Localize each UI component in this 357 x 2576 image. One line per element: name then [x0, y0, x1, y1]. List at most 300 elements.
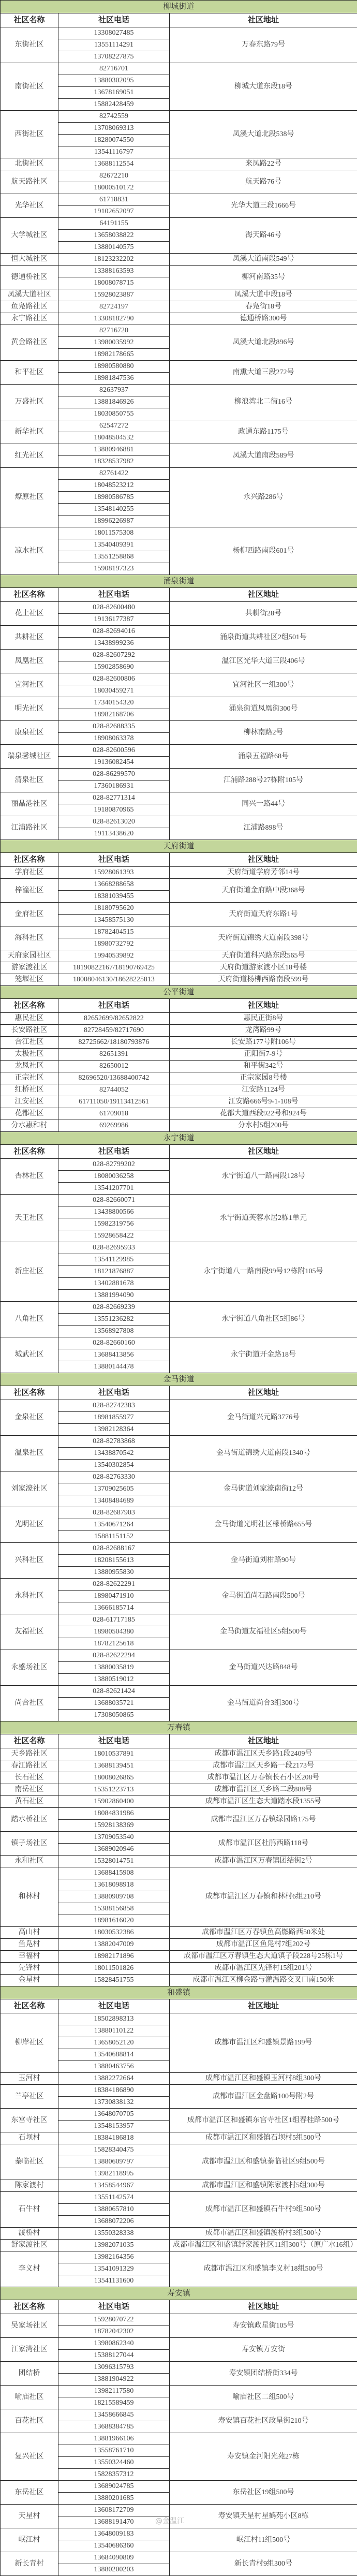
table-row — [1, 1108, 357, 1120]
table-row — [1, 111, 357, 123]
community-name: 陈家渡村 — [1, 2180, 58, 2192]
community-phone: 19113438620 — [58, 828, 170, 840]
community-name: 李义村 — [1, 2251, 58, 2287]
community-phone: 82716701 — [58, 63, 170, 75]
section-title-row — [1, 1986, 357, 1999]
header-name: 社区名称 — [1, 2300, 58, 2314]
community-name: 石坝村 — [1, 2132, 58, 2144]
community-phone: 18982168706 — [58, 709, 170, 721]
community-phone: 13551236282 — [58, 1314, 170, 1326]
community-name: 新庄社区 — [1, 1242, 58, 1302]
community-phone: 13540409391 — [58, 539, 170, 551]
community-phone: 13880035819 — [58, 1662, 170, 1674]
community-address: 岷江村11组500号 — [170, 2528, 357, 2552]
community-phone: 82725662/18180793876 — [58, 1037, 170, 1049]
community-name: 凤凰社区 — [1, 650, 58, 673]
table-row — [1, 2085, 357, 2097]
community-address: 成都市温江区万春镇鱼高燃路西50米处 — [170, 1927, 357, 1939]
community-phone: 13982128364 — [58, 1424, 170, 1436]
community-name: 玉河村 — [1, 2073, 58, 2085]
community-phone: 13709025605 — [58, 1483, 170, 1495]
community-address: 江浦路288号27栋附105号 — [170, 769, 357, 792]
table-row — [1, 1120, 357, 1132]
community-name: 八角社区 — [1, 1302, 58, 1337]
community-name: 天府家园社区 — [1, 950, 58, 962]
table-row — [1, 158, 357, 170]
community-address: 柳浪湾北二街16号 — [170, 385, 357, 420]
community-name: 光明社区 — [1, 1507, 58, 1543]
community-address: 江安路666号9-1-108号 — [170, 1096, 357, 1108]
community-name: 龙凤社区 — [1, 1061, 58, 1072]
community-name: 笼堰社区 — [1, 974, 58, 986]
community-name: 恒大城社区 — [1, 254, 58, 266]
community-phone: 13689020946 — [58, 1844, 170, 1856]
community-name: 德通桥社区 — [1, 266, 58, 289]
community-address: 正阳街7-9号 — [170, 1049, 357, 1061]
section-title: 金马街道 — [1, 1373, 357, 1386]
community-phone: 13880909708 — [58, 1891, 170, 1903]
community-name: 太极社区 — [1, 1049, 58, 1061]
header-address: 社区地址 — [170, 1734, 357, 1748]
community-phone: 13709053540 — [58, 1832, 170, 1844]
table-row — [1, 1939, 357, 1951]
table-row — [1, 1867, 357, 1879]
community-phone: 18908063378 — [58, 733, 170, 745]
section-title-row — [1, 1721, 357, 1734]
community-address: 杨柳西路南段601号 — [170, 527, 357, 575]
community-phone: 61711050/19113412561 — [58, 1096, 170, 1108]
community-address: 成都市温江区和盛镇蓁临社区9组500号 — [170, 2144, 357, 2180]
table-row — [1, 1686, 357, 1698]
community-name: 江家湾社区 — [1, 2338, 58, 2362]
table-row — [1, 2552, 357, 2564]
section-title: 寿安镇 — [1, 2287, 357, 2300]
community-phone: 18980504380 — [58, 1626, 170, 1638]
community-phone: 13551142574 — [58, 2192, 170, 2204]
community-name: 丽晶港社区 — [1, 792, 58, 816]
header-address: 社区地址 — [170, 1145, 357, 1159]
community-phone: 62547272 — [58, 420, 170, 432]
table-row — [1, 527, 357, 539]
community-phone: 17360186931 — [58, 781, 170, 792]
community-phone: 13668288658 — [58, 879, 170, 891]
header-phone: 社区电话 — [58, 853, 170, 867]
community-address: 正宗家园8号楼 — [170, 1072, 357, 1084]
community-phone: 15828340475 — [58, 2144, 170, 2156]
community-address: 天府街道科兴路东段565号 — [170, 950, 357, 962]
community-phone: 028-82660160 — [58, 1337, 170, 1349]
community-address: 成都市温江区和盛镇石牛村9组500号 — [170, 2192, 357, 2228]
community-address: 光华大道三段1666号 — [170, 194, 357, 218]
community-phone: 13688384785 — [58, 2421, 170, 2433]
community-phone: 18502898313 — [58, 2013, 170, 2025]
table-row — [1, 2338, 357, 2350]
community-address: 成都市温江区金盘路100号附2号 — [170, 2085, 357, 2109]
community-address: 成都市温江区杜鹃西路118号 — [170, 1832, 357, 1856]
community-address: 凤溪大道中段18号 — [170, 289, 357, 301]
column-header-row — [1, 1999, 357, 2013]
community-name: 城武社区 — [1, 1337, 58, 1373]
community-phone: 15828357312 — [58, 2469, 170, 2481]
community-phone: 13541129985 — [58, 1254, 170, 1266]
community-phone: 13982071035 — [58, 2240, 170, 2251]
table-row — [1, 2409, 357, 2421]
community-phone: 18011501826 — [58, 1963, 170, 1975]
community-name: 共耕社区 — [1, 626, 58, 650]
community-phone: 18381039455 — [58, 891, 170, 903]
community-address: 成都市温江区鱼凫村7组202号 — [170, 1939, 357, 1951]
community-name: 高山村 — [1, 1927, 58, 1939]
community-phone: 13880302095 — [58, 75, 170, 87]
community-name: 金泉社区 — [1, 1400, 58, 1436]
table-row — [1, 2109, 357, 2121]
community-address: 涌泉五福路68号 — [170, 745, 357, 769]
community-address: 金马街道尚石路南段500号 — [170, 1579, 357, 1614]
community-name: 北街社区 — [1, 158, 58, 170]
table-row — [1, 2528, 357, 2540]
table-row — [1, 602, 357, 614]
community-phone: 13548140255 — [58, 504, 170, 516]
header-name: 社区名称 — [1, 853, 58, 867]
community-name: 游家渡社区 — [1, 962, 58, 974]
community-name: 黄金路社区 — [1, 325, 58, 361]
community-name: 梓潼社区 — [1, 879, 58, 903]
community-name: 金星村 — [1, 1975, 58, 1986]
community-phone: 13880657810 — [58, 2204, 170, 2216]
community-address: 天府街道天府东路1号 — [170, 903, 357, 926]
table-row — [1, 1772, 357, 1784]
table-row — [1, 1302, 357, 1314]
header-address: 社区地址 — [170, 853, 357, 867]
community-name: 长安路社区 — [1, 1025, 58, 1037]
community-phone: 19136082454 — [58, 757, 170, 769]
section-title: 天府街道 — [1, 840, 357, 853]
community-phone: 82744052 — [58, 1084, 170, 1096]
community-address: 天府街道学府芳邻14号 — [170, 867, 357, 879]
community-phone: 18008078715 — [58, 277, 170, 289]
community-name: 杏林社区 — [1, 1159, 58, 1195]
header-address: 社区地址 — [170, 999, 357, 1013]
community-name: 柳岸社区 — [1, 2013, 58, 2073]
community-address: 涌泉街道凤凰街300号 — [170, 697, 357, 721]
community-phone: 13550328338 — [58, 2228, 170, 2240]
community-address: 万春东路79号 — [170, 27, 357, 63]
community-phone: 13540688814 — [58, 2049, 170, 2061]
community-phone: 61709018 — [58, 1108, 170, 1120]
community-phone: 028-82621424 — [58, 1686, 170, 1698]
table-row — [1, 721, 357, 733]
table-row — [1, 903, 357, 915]
table-row — [1, 697, 357, 709]
community-phone: 13438870542 — [58, 1448, 170, 1460]
community-address: 柳城大道东段18号 — [170, 63, 357, 111]
community-phone: 17308050865 — [58, 1710, 170, 1721]
table-row — [1, 2228, 357, 2240]
community-phone: 18190822167/18190769425 — [58, 962, 170, 974]
community-address: 南熏大道三段272号 — [170, 361, 357, 385]
community-phone: 18030459271 — [58, 685, 170, 697]
community-name: 花都社区 — [1, 1108, 58, 1120]
community-address: 成都市温江区万春镇绿园路175号 — [170, 1808, 357, 1832]
community-address: 新长青村9组300号 — [170, 2552, 357, 2576]
community-phone: 15881151152 — [58, 1531, 170, 1543]
community-phone: 028-82771314 — [58, 792, 170, 804]
community-phone: 18080036258 — [58, 1171, 170, 1183]
table-row — [1, 2505, 357, 2516]
community-phone: 13882272664 — [58, 2073, 170, 2085]
table-row — [1, 962, 357, 974]
table-row — [1, 1084, 357, 1096]
community-phone: 18030532386 — [58, 1927, 170, 1939]
community-address: 共耕街28号 — [170, 602, 357, 626]
community-name: 和平社区 — [1, 361, 58, 385]
community-phone: 028-82600480 — [58, 602, 170, 614]
community-phone: 13666185714 — [58, 1602, 170, 1614]
community-address: 温江区光华大道三段406号 — [170, 650, 357, 673]
community-name: 大学城社区 — [1, 218, 58, 254]
table-row — [1, 2362, 357, 2374]
community-phone: 028-82695933 — [58, 1242, 170, 1254]
community-phone: 13708227875 — [58, 51, 170, 63]
table-row — [1, 194, 357, 206]
community-phone: 028-82607292 — [58, 650, 170, 661]
community-name: 凤溪大道社区 — [1, 289, 58, 301]
community-address: 天府街道金府路中段368号 — [170, 879, 357, 903]
community-name: 蓁临社区 — [1, 2144, 58, 2180]
community-name: 鱼凫路社区 — [1, 301, 58, 313]
community-address: 天府街道杨柳西路南段599号 — [170, 974, 357, 986]
community-address: 寿安镇天星村星鹤苑小区8栋 — [170, 2505, 357, 2528]
community-phone: 13880946881 — [58, 444, 170, 456]
header-phone: 社区电话 — [58, 1145, 170, 1159]
header-name: 社区名称 — [1, 13, 58, 27]
community-phone: 18030850755 — [58, 408, 170, 420]
community-phone: 13541131600 — [58, 2275, 170, 2287]
community-address: 同兴一路44号 — [170, 792, 357, 816]
table-row — [1, 1195, 357, 1206]
table-row — [1, 289, 357, 301]
community-name: 东岳社区 — [1, 2481, 58, 2505]
section-title-row — [1, 1, 357, 13]
community-name: 温泉社区 — [1, 1436, 58, 1471]
community-phone: 18384186890 — [58, 2085, 170, 2097]
table-row — [1, 1975, 357, 1986]
community-address: 成都市温江区万春镇生态大道镇子段228号25栋1号 — [170, 1951, 357, 1963]
community-address: 成都市温江区生态大道踏水段1355号 — [170, 1796, 357, 1808]
table-row — [1, 926, 357, 938]
community-name: 和林村 — [1, 1867, 58, 1927]
table-row — [1, 2481, 357, 2493]
community-name: 万盛社区 — [1, 385, 58, 420]
community-address: 东岳社区19组500号 — [170, 2481, 357, 2505]
table-row — [1, 1061, 357, 1072]
community-phone: 17340154320 — [58, 697, 170, 709]
community-address: 成都市温江区和盛镇景路199号 — [170, 2013, 357, 2073]
community-address: 和平街342号 — [170, 1061, 357, 1072]
header-phone: 社区电话 — [58, 999, 170, 1013]
community-address: 金马街道光明社区檬桥路655号 — [170, 1507, 357, 1543]
header-phone: 社区电话 — [58, 588, 170, 602]
community-name: 南岳社区 — [1, 1784, 58, 1796]
community-address: 来凤路22号 — [170, 158, 357, 170]
table-row — [1, 1951, 357, 1963]
community-phone: 15928061393 — [58, 867, 170, 879]
community-phone: 18980580880 — [58, 361, 170, 373]
community-address: 成都市温江区和盛镇李义村18组500号 — [170, 2251, 357, 2287]
column-header-row — [1, 1386, 357, 1400]
community-phone: 82742559 — [58, 111, 170, 123]
community-address: 成都市温江区和盛镇陈家渡村5组300号 — [170, 2180, 357, 2192]
table-row — [1, 673, 357, 685]
table-row — [1, 1650, 357, 1662]
table-row — [1, 2386, 357, 2397]
community-phone: 13880144478 — [58, 1361, 170, 1373]
community-name: 先锋村 — [1, 1963, 58, 1975]
community-phone: 13982117580 — [58, 2386, 170, 2397]
community-address: 天府街道游家渡小区18号楼 — [170, 962, 357, 974]
column-header-row — [1, 999, 357, 1013]
table-row — [1, 769, 357, 781]
community-phone: 19180870965 — [58, 804, 170, 816]
community-phone: 13658038822 — [58, 230, 170, 242]
community-address: 金马街道锦绣大道南段1340号 — [170, 1436, 357, 1471]
community-address: 成都市温江区和盛镇石坝村5组500号 — [170, 2132, 357, 2144]
community-phone: 028-82688167 — [58, 1543, 170, 1555]
community-phone: 69269986 — [58, 1120, 170, 1132]
table-row — [1, 1471, 357, 1483]
community-address: 涌泉街道共耕社区2组501号 — [170, 626, 357, 650]
community-name: 航天路社区 — [1, 170, 58, 194]
community-name: 踏水桥社区 — [1, 1808, 58, 1832]
community-address: 分水村5组200号 — [170, 1120, 357, 1132]
community-phone: 028-82669239 — [58, 1302, 170, 1314]
community-phone: 82761422 — [58, 468, 170, 480]
table-row — [1, 1096, 357, 1108]
community-name: 合江社区 — [1, 1037, 58, 1049]
community-phone: 028-82600596 — [58, 745, 170, 757]
community-phone: 13550324460 — [58, 2457, 170, 2469]
community-phone: 15928658422 — [58, 1230, 170, 1242]
table-row — [1, 2073, 357, 2085]
section-title-row — [1, 1132, 357, 1145]
community-phone: 18996226987 — [58, 516, 170, 527]
table-row — [1, 420, 357, 432]
community-address: 寿安镇金河阳光苑27栋 — [170, 2433, 357, 2481]
table-row — [1, 361, 357, 373]
table-row — [1, 1963, 357, 1975]
community-name: 南街社区 — [1, 63, 58, 111]
community-name: 复兴社区 — [1, 2433, 58, 2481]
table-row — [1, 301, 357, 313]
community-phone: 13541207701 — [58, 1183, 170, 1195]
community-address: 成都市温江区万春镇长石小区208号 — [170, 1772, 357, 1784]
table-row — [1, 2013, 357, 2025]
community-phone: 18010537891 — [58, 1748, 170, 1760]
community-phone: 13388163593 — [58, 266, 170, 277]
community-phone: 13658052120 — [58, 2037, 170, 2049]
community-name: 渡桥村 — [1, 2228, 58, 2240]
community-address: 成都市温江区万春镇和林村6组210号 — [170, 1867, 357, 1927]
community-phone: 18180795620 — [58, 903, 170, 915]
community-phone: 15902858690 — [58, 661, 170, 673]
community-phone: 13688413856 — [58, 1349, 170, 1361]
community-name: 学府社区 — [1, 867, 58, 879]
table-row — [1, 745, 357, 757]
table-row — [1, 1037, 357, 1049]
community-address: 金马街道刘柑路90号 — [170, 1543, 357, 1579]
community-phone: 13880955830 — [58, 1567, 170, 1579]
community-phone: 13684090809 — [58, 2552, 170, 2564]
community-address: 江安路1124号 — [170, 1084, 357, 1096]
community-phone: 13458575130 — [58, 915, 170, 926]
community-phone: 13648070705 — [58, 2109, 170, 2121]
community-address: 成都市温江区万春镇团结街2号 — [170, 1856, 357, 1867]
community-address: 凤溪大道北段896号 — [170, 325, 357, 361]
section-title-row — [1, 575, 357, 588]
table-row — [1, 1436, 357, 1448]
community-phone: 18208155613 — [58, 1555, 170, 1567]
community-phone: 13688072206 — [58, 2216, 170, 2228]
community-address: 寿安镇百花社区政星街210号 — [170, 2409, 357, 2433]
community-name: 友福社区 — [1, 1614, 58, 1650]
community-phone: 18980732792 — [58, 938, 170, 950]
community-phone: 13096315793 — [58, 2362, 170, 2374]
column-header-row — [1, 13, 357, 27]
community-name: 东街社区 — [1, 27, 58, 63]
table-row — [1, 1507, 357, 1519]
community-phone: 61718831 — [58, 194, 170, 206]
community-name: 红光社区 — [1, 444, 58, 468]
community-name: 光华社区 — [1, 194, 58, 218]
table-row — [1, 325, 357, 337]
community-name: 吴家场社区 — [1, 2314, 58, 2338]
community-name: 岷江村 — [1, 2528, 58, 2552]
header-name: 社区名称 — [1, 1386, 58, 1400]
community-name: 新长青村 — [1, 2552, 58, 2576]
community-phone: 028-82622291 — [58, 1579, 170, 1591]
community-phone: 18981847536 — [58, 373, 170, 385]
community-phone: 19136177387 — [58, 614, 170, 626]
community-phone: 13882047009 — [58, 1939, 170, 1951]
table-row — [1, 1760, 357, 1772]
community-address: 永宁街道八角社区5组86号 — [170, 1302, 357, 1337]
community-phone: 13458544967 — [58, 2180, 170, 2192]
community-phone: 028-82783868 — [58, 1436, 170, 1448]
section-title: 涌泉街道 — [1, 575, 357, 588]
section-title: 和盛镇 — [1, 1986, 357, 1999]
community-name: 清泉社区 — [1, 769, 58, 792]
community-phone: 15928070722 — [58, 2314, 170, 2326]
community-phone: 028-86299570 — [58, 769, 170, 781]
community-phone: 13540686360 — [58, 2540, 170, 2552]
community-phone: 19940539892 — [58, 950, 170, 962]
community-phone: 13689024785 — [58, 2481, 170, 2493]
community-address: 成都市温江区和盛镇渡桥村3组500号 — [170, 2228, 357, 2240]
community-name: 团结桥 — [1, 2362, 58, 2386]
header-phone: 社区电话 — [58, 1386, 170, 1400]
table-row — [1, 1856, 357, 1867]
community-phone: 13678169051 — [58, 87, 170, 99]
community-address: 金马街道兴元路3776号 — [170, 1400, 357, 1436]
community-phone: 13438999236 — [58, 638, 170, 650]
section-title-row — [1, 2287, 357, 2300]
community-phone: 82716720 — [58, 325, 170, 337]
community-phone: 18011575308 — [58, 527, 170, 539]
community-phone: 15388127044 — [58, 2350, 170, 2362]
community-name: 正宗社区 — [1, 1072, 58, 1084]
community-name: 永盛场社区 — [1, 1650, 58, 1686]
community-phone: 18981616020 — [58, 1915, 170, 1927]
